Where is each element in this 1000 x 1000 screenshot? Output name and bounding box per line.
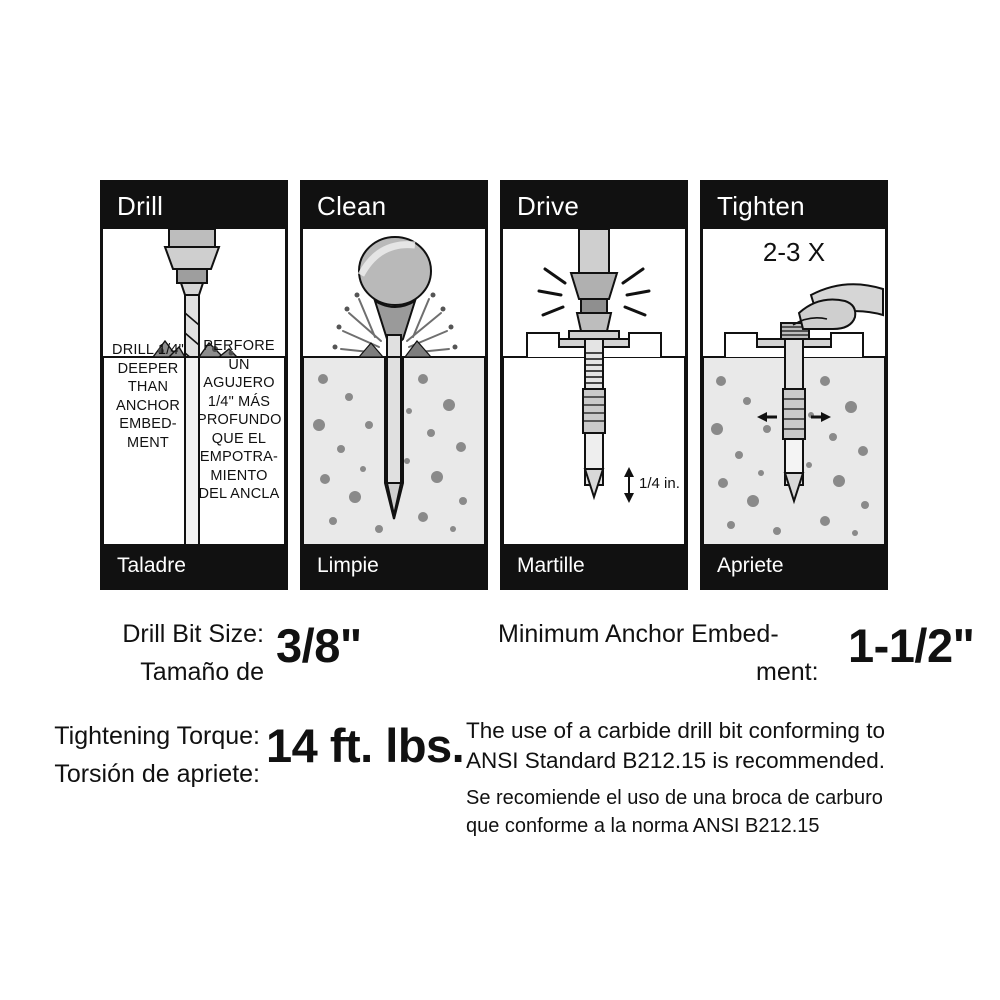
panel-drill-footer: Taladre	[103, 545, 285, 587]
panel-drive-title: Drive	[503, 183, 685, 229]
carbide-note-en-line1: The use of a carbide drill bit conforming to	[466, 718, 885, 743]
embedment-label-line2: ment:	[756, 658, 819, 686]
panel-clean-title: Clean	[303, 183, 485, 229]
panel-clean	[300, 180, 488, 590]
carbide-note-en-line2: ANSI Standard B212.15 is recommended.	[466, 748, 885, 773]
panel-tighten	[700, 180, 888, 590]
panel-drive-illustration	[503, 229, 685, 545]
carbide-note-es-line1: Se recomiende el uso de una broca de carburo	[466, 787, 883, 809]
panel-clean-illustration	[303, 229, 485, 545]
drill-bit-size-label-es: Tamaño de	[140, 658, 264, 686]
steps-panel-strip	[100, 180, 900, 590]
panel-tighten-illustration	[703, 229, 885, 545]
panel-drill	[100, 180, 288, 590]
embedment-value: 1-1/2"	[848, 619, 975, 672]
carbide-note-es-line2: que conforme a la norma ANSI B212.15	[466, 815, 820, 837]
clean-illustration-svg	[303, 229, 485, 545]
panel-tighten-title: Tighten	[703, 183, 885, 229]
drive-illustration-svg	[503, 229, 685, 545]
tighten-turns-label: 2-3 X	[762, 237, 826, 267]
embedment-label-line1: Minimum Anchor Embed-	[498, 620, 779, 648]
drill-bit-size-label-en-text: Drill Bit Size:	[122, 620, 264, 648]
drive-dimension-label: 1/4 in.	[639, 475, 680, 492]
panel-drill-caption-en: DRILL 1/4" DEEPER THAN ANCHOR EMBED-MENT	[112, 342, 184, 451]
panel-drill-illustration	[103, 229, 285, 545]
drill-bit-size-value: 3/8"	[276, 619, 362, 672]
torque-label-es: Torsión de apriete:	[54, 760, 260, 788]
tighten-illustration-svg	[703, 229, 885, 545]
panel-drive	[500, 180, 688, 590]
panel-clean-footer: Limpie	[303, 545, 485, 587]
torque-value: 14 ft. lbs.	[266, 719, 465, 772]
panel-drill-caption-es: PERFORE UN AGUJERO 1/4" MÁS PROFUNDO QUE EL EMPOTRA-MIENTO DEL ANCLA	[197, 338, 282, 503]
torque-label-en: Tightening Torque:	[54, 722, 260, 750]
panel-drill-title: Drill	[103, 183, 285, 229]
panel-tighten-footer: Apriete	[703, 545, 885, 587]
panel-drive-footer: Martille	[503, 545, 685, 587]
